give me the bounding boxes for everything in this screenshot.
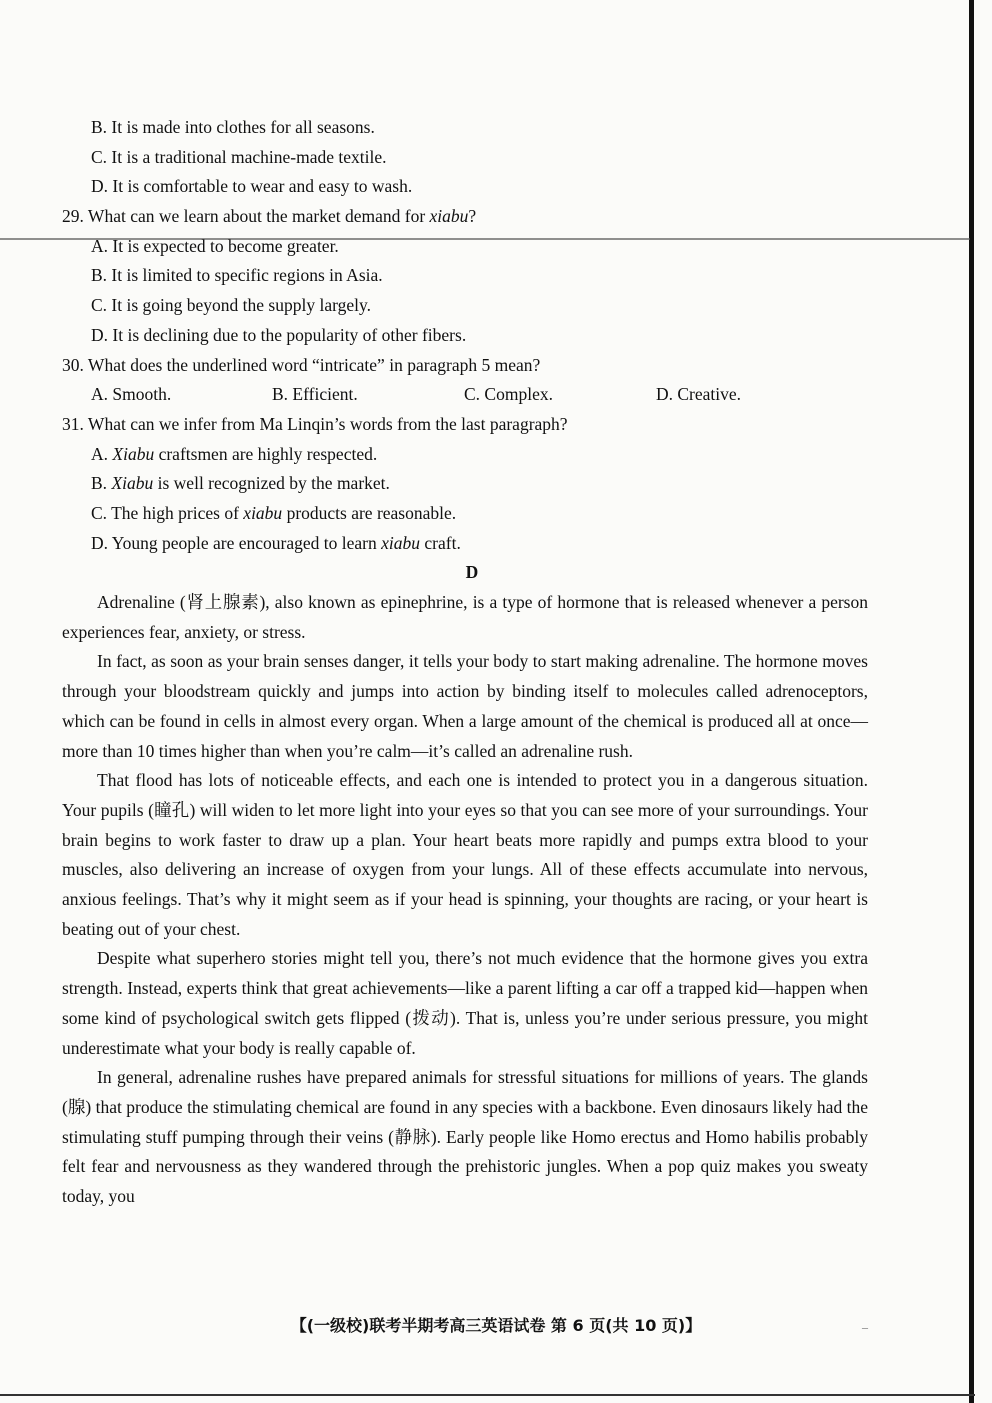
option-a: A. Smooth. xyxy=(91,384,172,405)
question-stem: 29. What can we learn about the market demand for xiabu? xyxy=(62,206,477,227)
option-b: B. Efficient. xyxy=(272,384,358,405)
scan-edge xyxy=(969,0,974,1403)
answer-option: C. It is going beyond the supply largely. xyxy=(91,295,371,316)
answer-option: D. Young people are encouraged to learn xiabu craft. xyxy=(91,532,461,553)
answer-option: B. Xiabu is well recognized by the market. xyxy=(91,473,390,494)
answer-option: C. It is a traditional machine-made textile. xyxy=(91,146,387,167)
answer-option: B. It is made into clothes for all seasons. xyxy=(91,117,375,137)
paragraph: Despite what superhero stories might tell you, there’s not much evidence that the hormone gives you extra strength. Instead, experts think that great achievements—like a parent lifting a car off a trapped kid—happen when some kind of psychological switch gets flipped (拨动). That is, unless you’re under serious pressure, you might underestimate what your body is really capable of. xyxy=(62,948,868,1058)
option-c: C. Complex. xyxy=(464,384,553,405)
answer-option: A. It is expected to become greater. xyxy=(91,235,339,256)
paragraph: In general, adrenaline rushes have prepared animals for stressful situations for millions of years. The glands (腺) that produce the stimulating chemical are found in any species with a backbone. Even dinosaurs likely had the stimulating stuff pumping through their veins (静脉). Early people like Homo erectus and Homo habilis probably felt fear and nervousness as they wandered through the prehistoric jungles. When a pop quiz makes you sweaty today, you xyxy=(62,1067,868,1207)
section-title: D xyxy=(465,562,479,583)
passage-d xyxy=(62,588,868,1212)
paragraph: Adrenaline (肾上腺素), also known as epinephrine, is a type of hormone that is released whenever a person experiences fear, anxiety, or stress. xyxy=(62,592,868,642)
answer-option: B. It is limited to specific regions in Asia. xyxy=(91,265,383,286)
paragraph: In fact, as soon as your brain senses danger, it tells your body to start making adrenaline. The hormone moves through your bloodstream quickly and jumps into action by binding itself to molecules called adrenoceptors, which can be found in cells in almost every organ. When a large amount of the chemical is produced all at once—more than 10 times higher than when you’re calm—it’s called an adrenaline rush. xyxy=(62,651,868,761)
answer-option: C. The high prices of xiabu products are reasonable. xyxy=(91,502,457,523)
question-stem: 31. What can we infer from Ma Linqin’s words from the last paragraph? xyxy=(62,413,568,434)
question-stem: 30. What does the underlined word “intricate” in paragraph 5 mean? xyxy=(62,354,541,375)
option-d: D. Creative. xyxy=(656,384,742,405)
footer-mark: – xyxy=(862,1320,868,1334)
answer-option: A. Xiabu craftsmen are highly respected. xyxy=(91,443,378,464)
q30-options-row xyxy=(62,380,882,410)
answer-option: D. It is comfortable to wear and easy to wash. xyxy=(91,176,413,197)
questions-block xyxy=(62,113,882,588)
bottom-edge xyxy=(0,1394,975,1396)
answer-option: D. It is declining due to the popularity of other fibers. xyxy=(91,324,467,345)
paragraph: That flood has lots of noticeable effects, and each one is intended to protect you in a dangerous situation. Your pupils (瞳孔) will widen to let more light into your eyes so that you can see more of your surroundings. Your brain begins to work faster to draw up a plan. Your heart beats more rapidly and pumps extra blood to your muscles, also delivering an increase of oxygen from your lungs. All of these effects accumulate into nervous, anxious feelings. That’s why it might seem as if your head is spinning, your thoughts are racing, or your heart is beating out of your chest. xyxy=(62,770,868,939)
page-footer: 【(一级校)联考半期考高三英语试卷 第 6 页(共 10 页)】 xyxy=(290,1316,702,1335)
